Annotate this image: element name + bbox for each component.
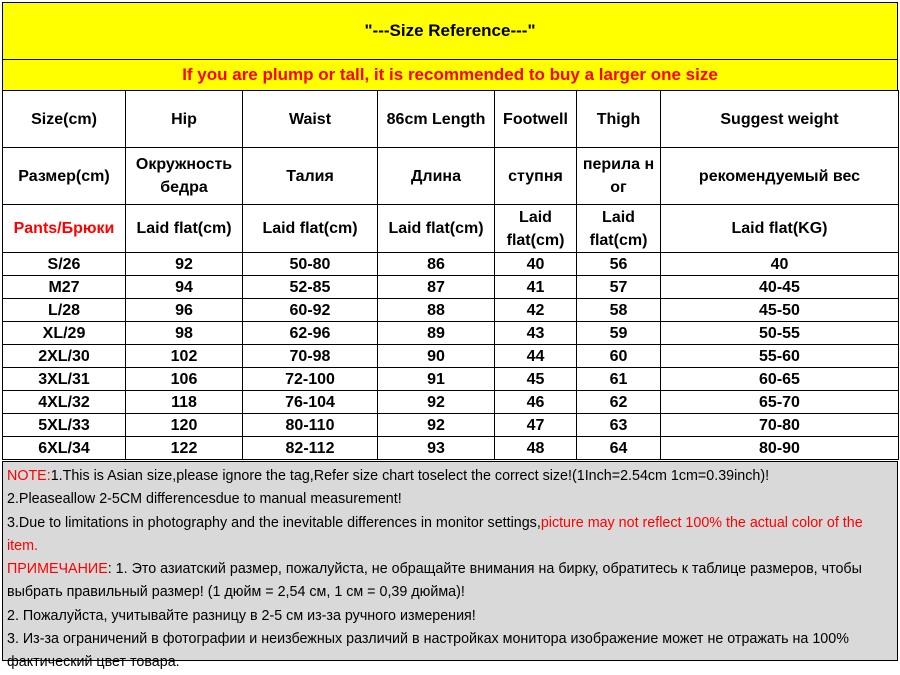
table-row — [3, 253, 899, 276]
table-row — [3, 345, 899, 368]
table-cell: 46 — [495, 391, 577, 414]
note-ru-2: 2. Пожалуйста, учитывайте разницу в 2-5 см из-за ручного измерения! — [7, 607, 476, 624]
header-cell: Thigh — [577, 91, 661, 148]
size-cell: 6XL/34 — [3, 437, 126, 460]
table-cell: 120 — [126, 414, 243, 437]
size-cell: 4XL/32 — [3, 391, 126, 414]
header-cell: Laid flat(KG) — [661, 205, 899, 253]
table-row — [3, 391, 899, 414]
table-cell: 88 — [378, 299, 495, 322]
table-cell: 118 — [126, 391, 243, 414]
note-3: 3.Due to limitations in photography and the inevitable differences in monitor settings,picture may not reflect 100% the actual color of the item. — [7, 514, 863, 554]
table-cell: 45 — [495, 368, 577, 391]
table-cell: 72-100 — [243, 368, 378, 391]
table-cell: 50-55 — [661, 322, 899, 345]
header-row — [3, 91, 899, 148]
note-label: NOTE: — [7, 468, 51, 484]
table-cell: 40-45 — [661, 276, 899, 299]
table-cell: 65-70 — [661, 391, 899, 414]
header-cell: Laid flat(cm) — [126, 205, 243, 253]
header-cell: Laid flat(cm) — [378, 205, 495, 253]
chart-subtitle: If you are plump or tall, it is recommended to buy a larger one size — [2, 59, 898, 91]
header-cell: ступня — [495, 148, 577, 205]
table-cell: 98 — [126, 322, 243, 345]
table-row — [3, 437, 899, 460]
table-cell: 41 — [495, 276, 577, 299]
table-cell: 60-65 — [661, 368, 899, 391]
table-cell: 86 — [378, 253, 495, 276]
table-cell: 70-80 — [661, 414, 899, 437]
size-table — [2, 90, 899, 460]
table-cell: 57 — [577, 276, 661, 299]
header-cell: Footwell — [495, 91, 577, 148]
header-cell: Laid flat(cm) — [495, 205, 577, 253]
header-cell: перила н ог — [577, 148, 661, 205]
table-cell: 59 — [577, 322, 661, 345]
size-cell: 2XL/30 — [3, 345, 126, 368]
size-cell: M27 — [3, 276, 126, 299]
notes-panel — [2, 461, 898, 671]
header-cell: Laid flat(cm) — [577, 205, 661, 253]
table-cell: 76-104 — [243, 391, 378, 414]
table-cell: 82-112 — [243, 437, 378, 460]
header-cell: Hip — [126, 91, 243, 148]
note-2: 2.Pleaseallow 2-5CM differencesdue to manual measurement! — [7, 491, 402, 508]
note-ru-label: ПРИМЕЧАНИЕ — [7, 561, 108, 578]
table-cell: 96 — [126, 299, 243, 322]
header-cell: Pants/Брюки — [3, 205, 126, 253]
header-cell: Окружность бедра — [126, 148, 243, 205]
size-cell: 5XL/33 — [3, 414, 126, 437]
table-cell: 70-98 — [243, 345, 378, 368]
table-cell: 47 — [495, 414, 577, 437]
table-cell: 58 — [577, 299, 661, 322]
table-cell: 55-60 — [661, 345, 899, 368]
table-cell: 122 — [126, 437, 243, 460]
table-cell: 40 — [495, 253, 577, 276]
header-cell: 86cm Length — [378, 91, 495, 148]
header-cell: Waist — [243, 91, 378, 148]
table-cell: 94 — [126, 276, 243, 299]
note-ru-3: 3. Из-за ограничений в фотографии и неизбежных различий в настройках монитора изображение может не отражать на 100% фактический цвет товара. — [7, 631, 849, 671]
table-cell: 80-90 — [661, 437, 899, 460]
size-table-body — [3, 91, 899, 460]
size-cell: 3XL/31 — [3, 368, 126, 391]
table-cell: 44 — [495, 345, 577, 368]
table-cell: 45-50 — [661, 299, 899, 322]
table-cell: 43 — [495, 322, 577, 345]
table-cell: 90 — [378, 345, 495, 368]
header-cell: рекомендуемый вес — [661, 148, 899, 205]
table-cell: 61 — [577, 368, 661, 391]
header-cell: Suggest weight — [661, 91, 899, 148]
table-cell: 92 — [378, 414, 495, 437]
table-cell: 64 — [577, 437, 661, 460]
header-cell: Size(cm) — [3, 91, 126, 148]
table-cell: 42 — [495, 299, 577, 322]
table-cell: 60 — [577, 345, 661, 368]
table-cell: 80-110 — [243, 414, 378, 437]
table-row — [3, 368, 899, 391]
table-cell: 106 — [126, 368, 243, 391]
table-cell: 92 — [126, 253, 243, 276]
table-row — [3, 276, 899, 299]
table-cell: 56 — [577, 253, 661, 276]
header-row — [3, 205, 899, 253]
table-cell: 50-80 — [243, 253, 378, 276]
table-cell: 92 — [378, 391, 495, 414]
header-cell: Талия — [243, 148, 378, 205]
table-cell: 62-96 — [243, 322, 378, 345]
table-row — [3, 299, 899, 322]
header-cell: Длина — [378, 148, 495, 205]
size-cell: S/26 — [3, 253, 126, 276]
table-cell: 62 — [577, 391, 661, 414]
table-cell: 60-92 — [243, 299, 378, 322]
table-cell: 40 — [661, 253, 899, 276]
table-cell: 63 — [577, 414, 661, 437]
chart-title: "---Size Reference---" — [2, 2, 898, 60]
table-cell: 102 — [126, 345, 243, 368]
table-cell: 89 — [378, 322, 495, 345]
header-row — [3, 148, 899, 205]
size-cell: XL/29 — [3, 322, 126, 345]
table-row — [3, 414, 899, 437]
table-row — [3, 322, 899, 345]
table-cell: 87 — [378, 276, 495, 299]
header-cell: Laid flat(cm) — [243, 205, 378, 253]
table-cell: 91 — [378, 368, 495, 391]
header-cell: Размер(cm) — [3, 148, 126, 205]
table-cell: 93 — [378, 437, 495, 460]
note-1: NOTE:1.This is Asian size,please ignore the tag,Refer size chart toselect the correct size!(1Inch=2.54cm 1cm=0.39inch)! — [7, 468, 770, 484]
table-cell: 48 — [495, 437, 577, 460]
size-cell: L/28 — [3, 299, 126, 322]
table-cell: 52-85 — [243, 276, 378, 299]
note-ru-1: ПРИМЕЧАНИЕ: 1. Это азиатский размер, пожалуйста, не обращайте внимания на бирку, обратитесь к таблице размеров, чтобы выбрать правильный размер! (1 дюйм = 2,54 см, 1 см = 0,39 дюйма)! — [7, 561, 862, 601]
